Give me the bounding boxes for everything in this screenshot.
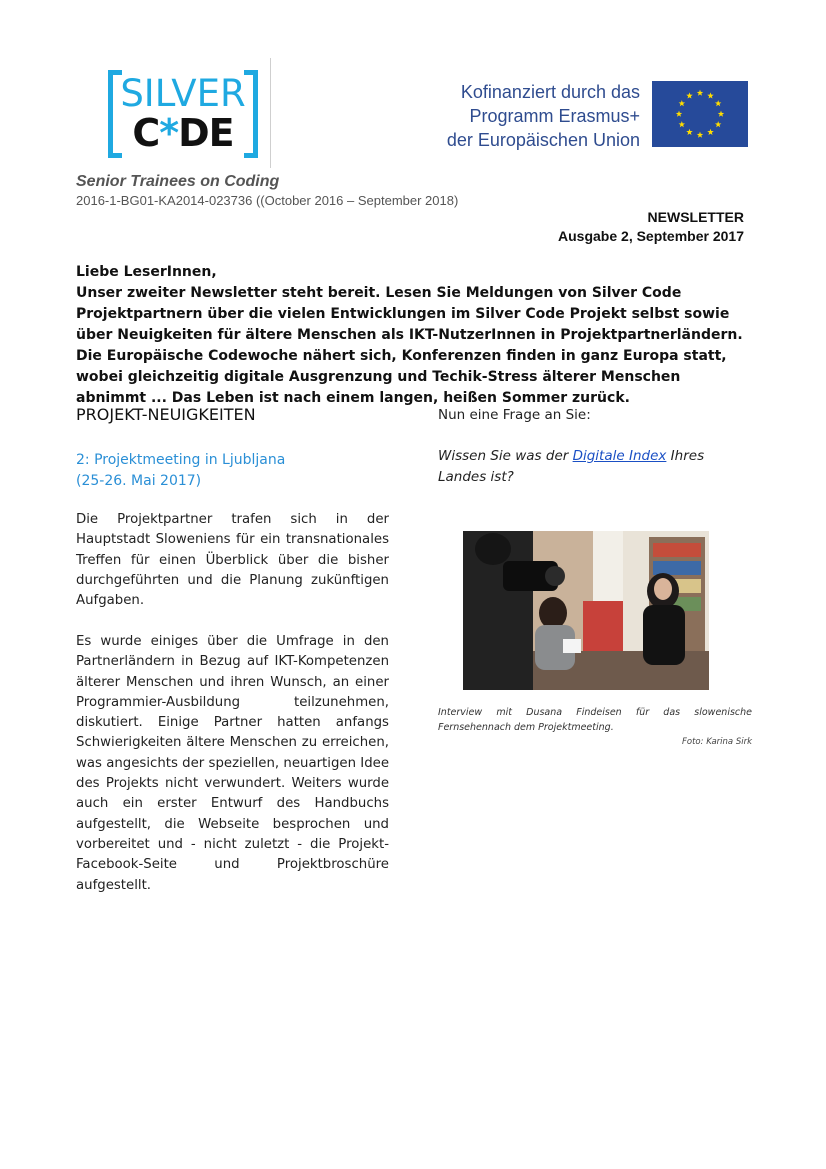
interview-photo [463,531,709,690]
header-divider [270,58,271,168]
silver-code-logo [108,70,258,160]
intro-block [76,262,750,409]
logo-text-code: C*DE [132,111,234,155]
project-id: 2016-1-BG01-KA2014-023736 ((October 2016 – September 2018) [76,193,459,208]
logo-text-silver: SILVER [120,72,246,115]
project-subtitle: Senior Trainees on Coding [76,173,280,190]
newsletter-issue [558,208,744,246]
newsletter-label: NEWSLETTER [647,209,744,225]
issue-label: Ausgabe 2, September 2017 [558,228,744,244]
intro-greeting: Liebe LeserInnen, [76,264,217,280]
digitale-index-link[interactable]: Digitale Index [572,448,667,464]
intro-text: Unser zweiter Newsletter steht bereit. Lesen Sie Meldungen von Silver Code Projektpartnern über die vielen Entwicklungen im Silver Code Projekt selbst sowie über Neuigkeiten für ältere Menschen als IKT-NutzerInnen in Projektpartnerländern. Die Europäische Codewoche nähert sich, Konferenzen finden in ganz Europa statt, wobei gleichzeitig digitale Ausgrenzung und Techik-Stress älterer Menschen abnimmt ... Das Leben ist nach einem langen, heißen Sommer zurück. [76,285,743,406]
eu-flag-icon [652,81,748,147]
question-text: Nun eine Frage an Sie: [438,407,591,423]
meeting-paragraph-1: Die Projektpartner trafen sich in der Hauptstadt Sloweniens für ein transnationales Treffen für einen Überblick über die bisher durchgeführten und die Planung zukünftigen Aufgaben. [76,512,389,609]
photo-credit: Foto: Karina Sirk [682,737,752,747]
eu-cofunding-text: Kofinanziert durch das Programm Erasmus+ der Europäischen Union [446,82,640,150]
meeting-paragraph-2: Es wurde einiges über die Umfrage in den Partnerländern in Bezug auf IKT-Kompetenzen älterer Menschen und ihren Wunsch, an einer Programmier-Ausbildung teilzunehmen, diskutiert. Einige Partner hatten anfangs Schwierigkeiten ältere Menschen zu erreichen, was angesichts der speziellen, neuartigen Idee des Projekts nicht verwundert. Weiters wurde auch ein erster Entwurf des Handbuchs aufgestellt, die Webseite besprochen und vorbereitet und - nicht zuletzt - die Projekt-Facebook-Seite und Projektbroschüre aufgestellt. [76,634,389,893]
digital-index-question: Wissen Sie was der Digitale Index Ihres Landes ist? [438,448,705,485]
photo-caption: Interview mit Dusana Findeisen für das slowenische Fernsehennach dem Projektmeeting. [438,707,752,733]
section-title: PROJEKT-NEUIGKEITEN [76,405,256,424]
meeting-title: 2: Projektmeeting in Ljubljana (25-26. Mai 2017) [76,452,286,489]
